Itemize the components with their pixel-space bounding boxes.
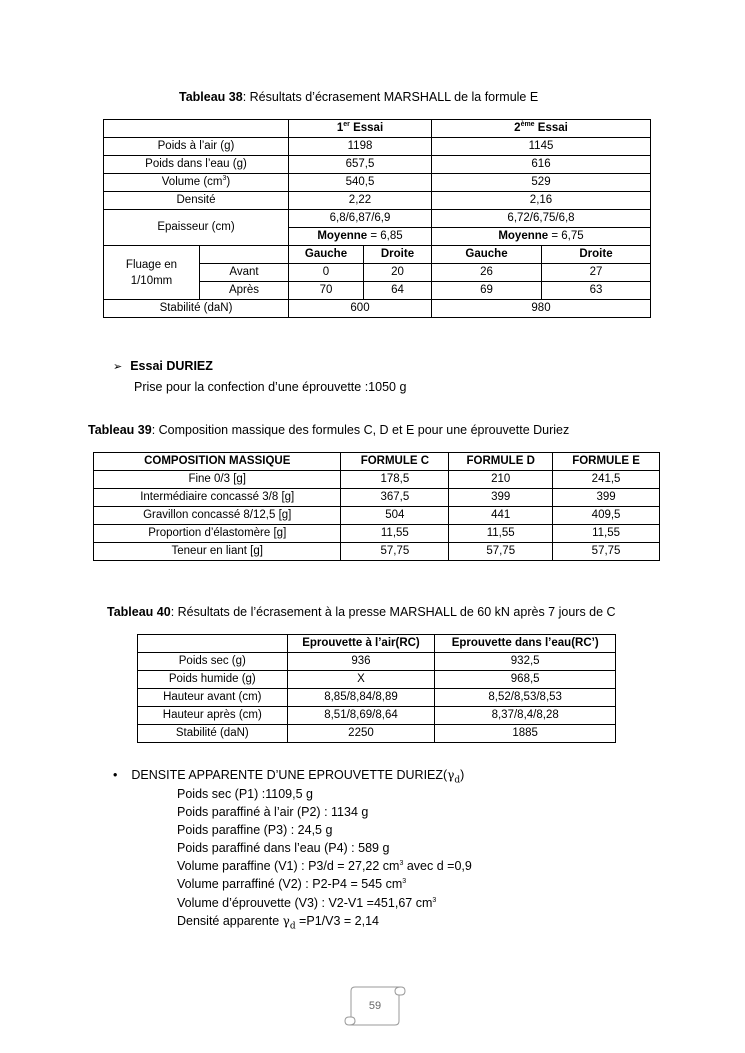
- table-cell: Eprouvette dans l’eau(RC’): [435, 635, 616, 653]
- table-cell: Droite: [364, 246, 432, 264]
- table-cell: 63: [542, 282, 651, 300]
- table-cell: [104, 120, 289, 138]
- table40-caption: Tableau 40: Résultats de l’écrasement à la presse MARSHALL de 60 kN après 7 jours de C: [107, 605, 616, 619]
- table-cell: 64: [364, 282, 432, 300]
- arrow-bullet-icon: ➢: [113, 360, 123, 373]
- table39-caption: Tableau 39: Composition massique des formules C, D et E pour une éprouvette Duriez: [88, 423, 570, 437]
- table-row: [104, 300, 651, 318]
- table-cell: Moyenne = 6,85: [289, 228, 432, 246]
- table-cell: 932,5: [435, 653, 616, 671]
- table-cell: 11,55: [341, 525, 449, 543]
- table-cell: FORMULE C: [341, 453, 449, 471]
- table-cell: Poids sec (g): [138, 653, 288, 671]
- table-cell: Hauteur après (cm): [138, 707, 288, 725]
- table-cell: Intermédiaire concassé 3/8 [g]: [94, 489, 341, 507]
- table-cell: 57,75: [553, 543, 660, 561]
- table-cell: 504: [341, 507, 449, 525]
- table-cell: 367,5: [341, 489, 449, 507]
- table-cell: 8,37/8,4/8,28: [435, 707, 616, 725]
- table-cell: [200, 246, 289, 264]
- table-cell: 6,8/6,87/6,9: [289, 210, 432, 228]
- table-cell: 1198: [289, 138, 432, 156]
- table-row: [104, 246, 651, 264]
- table-cell: X: [287, 671, 435, 689]
- table-cell: 57,75: [449, 543, 553, 561]
- table-row: [94, 507, 660, 525]
- table-row: [94, 489, 660, 507]
- table-cell: Teneur en liant [g]: [94, 543, 341, 561]
- table-row: [104, 192, 651, 210]
- essai2-header: 2ème Essai: [432, 120, 651, 138]
- table-row: [104, 156, 651, 174]
- table-cell: 11,55: [553, 525, 660, 543]
- table-row: [94, 471, 660, 489]
- table-row: [138, 689, 616, 707]
- table-cell: Avant: [200, 264, 289, 282]
- table-cell: Fine 0/3 [g]: [94, 471, 341, 489]
- table-cell: Poids humide (g): [138, 671, 288, 689]
- table-cell: 20: [364, 264, 432, 282]
- page-number-scroll: [343, 983, 407, 1029]
- table39: [93, 452, 660, 561]
- table-cell: Poids dans l’eau (g): [104, 156, 289, 174]
- densite-line: Densité apparente $\gamma_d =P1/V3 = 2,14$: [177, 914, 379, 932]
- table-cell: 409,5: [553, 507, 660, 525]
- page-number: 59: [368, 1000, 382, 1012]
- table-cell: Droite: [542, 246, 651, 264]
- table-cell: Fluage en 1/10mm: [104, 246, 200, 300]
- table-row: [104, 174, 651, 192]
- table-cell: 441: [449, 507, 553, 525]
- table38: [103, 119, 651, 318]
- table-cell: COMPOSITION MASSIQUE: [94, 453, 341, 471]
- table-cell: 1145: [432, 138, 651, 156]
- densite-line: Volume paraffine (V1) : P3/d = 27,22 $cm^3$ avec d =0,9: [177, 859, 472, 873]
- table-cell: 27: [542, 264, 651, 282]
- table-cell: Stabilité (daN): [104, 300, 289, 318]
- table-cell: Epaisseur (cm): [104, 210, 289, 246]
- table-cell: 399: [449, 489, 553, 507]
- table-cell: Moyenne = 6,75: [432, 228, 651, 246]
- densite-line: Volume d’éprouvette (V3) : V2-V1 =451,67 $cm^3$: [177, 896, 437, 910]
- table-cell: 980: [432, 300, 651, 318]
- table40: [137, 634, 616, 743]
- table-cell: 57,75: [341, 543, 449, 561]
- table-cell: Gauche: [289, 246, 364, 264]
- table-cell: 1885: [435, 725, 616, 743]
- table-cell: Proportion d’élastomère [g]: [94, 525, 341, 543]
- table-cell: 2250: [287, 725, 435, 743]
- table-cell: [138, 635, 288, 653]
- duriez-heading: ➢ Essai DURIEZ: [113, 359, 213, 373]
- table-cell: 26: [432, 264, 542, 282]
- table-cell: 210: [449, 471, 553, 489]
- table-cell: FORMULE E: [553, 453, 660, 471]
- table-cell: 936: [287, 653, 435, 671]
- table-cell: 968,5: [435, 671, 616, 689]
- table-cell: Poids à l’air (g): [104, 138, 289, 156]
- essai1-header: 1er Essai: [289, 120, 432, 138]
- table-cell: Volume $(cm^3)$: [104, 174, 289, 192]
- table-row: [138, 653, 616, 671]
- table-cell: Après: [200, 282, 289, 300]
- table-cell: 540,5: [289, 174, 432, 192]
- densite-line: Volume parraffiné (V2) : P2-P4 = 545 $cm^3$: [177, 877, 407, 891]
- table-cell: 6,72/6,75/6,8: [432, 210, 651, 228]
- table-cell: 399: [553, 489, 660, 507]
- densite-line: Poids paraffine (P3) : 24,5 g: [177, 823, 333, 837]
- table-row: [104, 138, 651, 156]
- table-cell: 11,55: [449, 525, 553, 543]
- duriez-text: Prise pour la confection d’une éprouvette :1050 g: [134, 380, 407, 394]
- table-cell: 8,51/8,69/8,64: [287, 707, 435, 725]
- table-cell: 2,16: [432, 192, 651, 210]
- table-cell: 69: [432, 282, 542, 300]
- densite-line: Poids sec (P1) :1109,5 g: [177, 787, 313, 801]
- densite-line: Poids paraffiné à l’air (P2) : 1134 g: [177, 805, 369, 819]
- table-cell: Gravillon concassé 8/12,5 [g]: [94, 507, 341, 525]
- table-cell: 8,52/8,53/8,53: [435, 689, 616, 707]
- table-cell: Stabilité (daN): [138, 725, 288, 743]
- table-cell: 8,85/8,84/8,89: [287, 689, 435, 707]
- table-cell: Hauteur avant (cm): [138, 689, 288, 707]
- table-cell: FORMULE D: [449, 453, 553, 471]
- table-cell: Gauche: [432, 246, 542, 264]
- table-cell: 241,5: [553, 471, 660, 489]
- table-row: [104, 210, 651, 228]
- table38-caption: Tableau 38: Résultats d’écrasement MARSHALL de la formule E: [179, 90, 539, 104]
- table-cell: 0: [289, 264, 364, 282]
- table-cell: 600: [289, 300, 432, 318]
- table-row: [138, 707, 616, 725]
- table-row: [94, 525, 660, 543]
- table-cell: 529: [432, 174, 651, 192]
- table-row: [94, 543, 660, 561]
- densite-line: Poids paraffiné dans l’eau (P4) : 589 g: [177, 841, 390, 855]
- table-cell: Eprouvette à l’air(RC): [287, 635, 435, 653]
- table-cell: 616: [432, 156, 651, 174]
- table-cell: 70: [289, 282, 364, 300]
- table-cell: Densité: [104, 192, 289, 210]
- table-cell: 2,22: [289, 192, 432, 210]
- table-cell: 178,5: [341, 471, 449, 489]
- densite-heading: • DENSITE APPARENTE D’UNE EPROUVETTE $DURIEZ(\gamma_d)$: [113, 768, 465, 786]
- table-row: [138, 671, 616, 689]
- bullet-icon: •: [113, 768, 118, 782]
- table-cell: 657,5: [289, 156, 432, 174]
- table-row: [138, 725, 616, 743]
